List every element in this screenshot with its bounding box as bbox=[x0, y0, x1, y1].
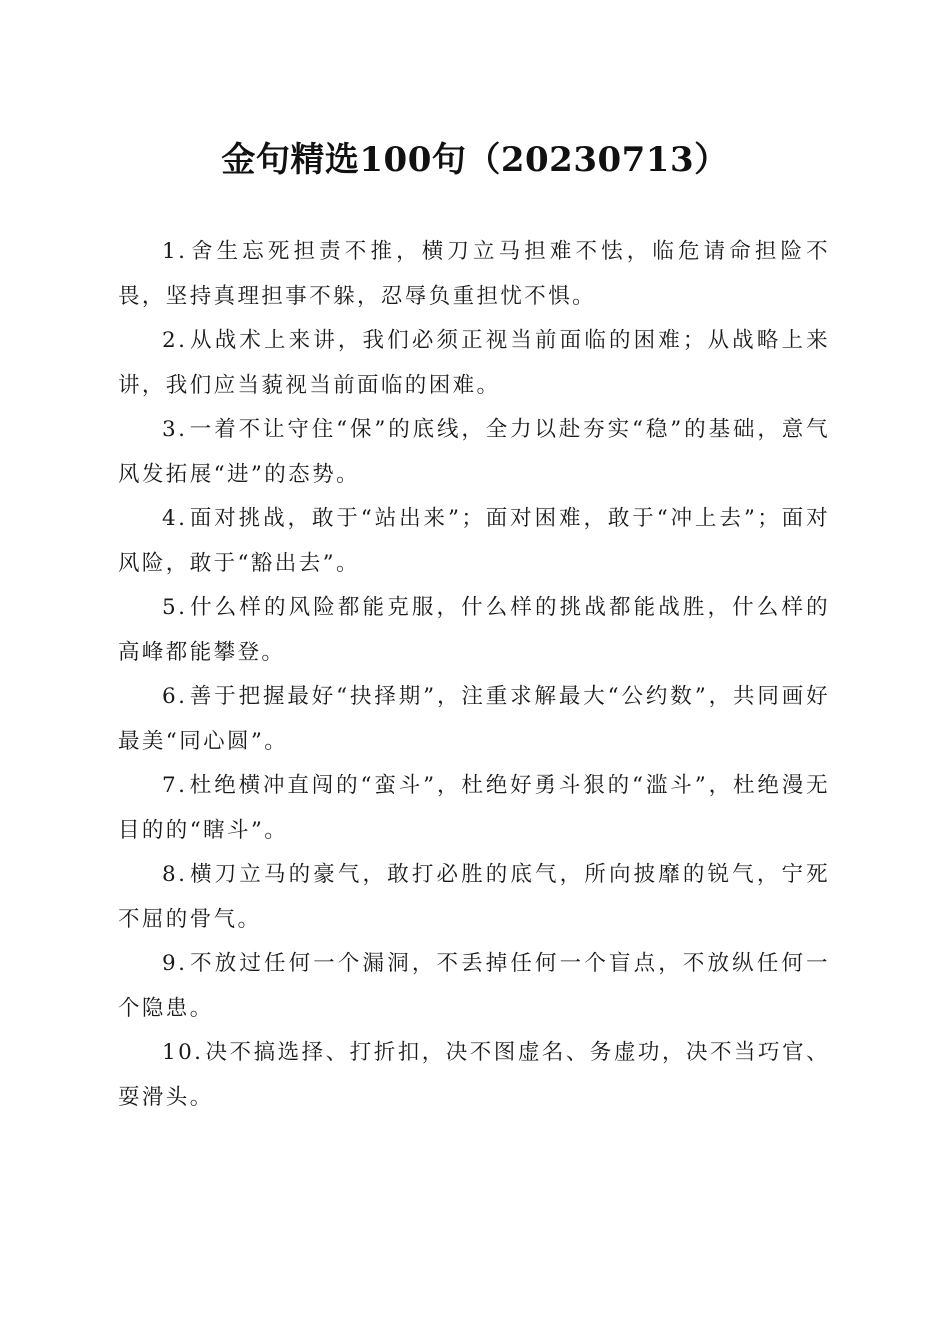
quote-text: 什么样的风险都能克服，什么样的挑战都能战胜，什么样的高峰都能攀登。 bbox=[118, 595, 830, 665]
quote-text: 决不搞选择、打折扣，决不图虚名、务虚功，决不当巧官、耍滑头。 bbox=[118, 1040, 830, 1110]
quote-item bbox=[118, 942, 830, 1031]
quote-text: 横刀立马的豪气，敢打必胜的底气，所向披靡的锐气，宁死不屈的骨气。 bbox=[118, 862, 830, 932]
quote-number: 10. bbox=[162, 1040, 204, 1065]
quote-item bbox=[118, 853, 830, 942]
quote-list bbox=[118, 230, 830, 1120]
quote-item bbox=[118, 764, 830, 853]
quote-item bbox=[118, 230, 830, 319]
quote-item bbox=[118, 497, 830, 586]
quote-text: 杜绝横冲直闯的“蛮斗”，杜绝好勇斗狠的“滥斗”，杜绝漫无目的的“瞎斗”。 bbox=[118, 773, 830, 843]
quote-number: 5. bbox=[162, 595, 188, 620]
quote-item bbox=[118, 319, 830, 408]
quote-number: 2. bbox=[162, 328, 188, 353]
quote-number: 1. bbox=[162, 239, 188, 264]
document-title: 金句精选100句（20230713） bbox=[221, 140, 729, 180]
quote-number: 8. bbox=[162, 862, 188, 887]
quote-item bbox=[118, 675, 830, 764]
quote-text: 面对挑战，敢于“站出来”；面对困难，敢于“冲上去”；面对风险，敢于“豁出去”。 bbox=[118, 506, 830, 576]
quote-item bbox=[118, 408, 830, 497]
quote-text: 从战术上来讲，我们必须正视当前面临的困难；从战略上来讲，我们应当藐视当前面临的困难。 bbox=[118, 328, 830, 398]
quote-item bbox=[118, 1031, 830, 1120]
quote-number: 6. bbox=[162, 684, 188, 709]
quote-number: 3. bbox=[162, 417, 188, 442]
quote-text: 舍生忘死担责不推，横刀立马担难不怯，临危请命担险不畏，坚持真理担事不躲，忍辱负重担忧不惧。 bbox=[118, 239, 830, 309]
quote-text: 一着不让守住“保”的底线，全力以赴夯实“稳”的基础，意气风发拓展“进”的态势。 bbox=[118, 417, 830, 487]
quote-number: 7. bbox=[162, 773, 188, 798]
quote-item bbox=[118, 586, 830, 675]
quote-number: 9. bbox=[162, 951, 188, 976]
quote-text: 善于把握最好“抉择期”，注重求解最大“公约数”，共同画好最美“同心圆”。 bbox=[118, 684, 830, 754]
quote-text: 不放过任何一个漏洞，不丢掉任何一个盲点，不放纵任何一个隐患。 bbox=[118, 951, 830, 1021]
quote-number: 4. bbox=[162, 506, 188, 531]
